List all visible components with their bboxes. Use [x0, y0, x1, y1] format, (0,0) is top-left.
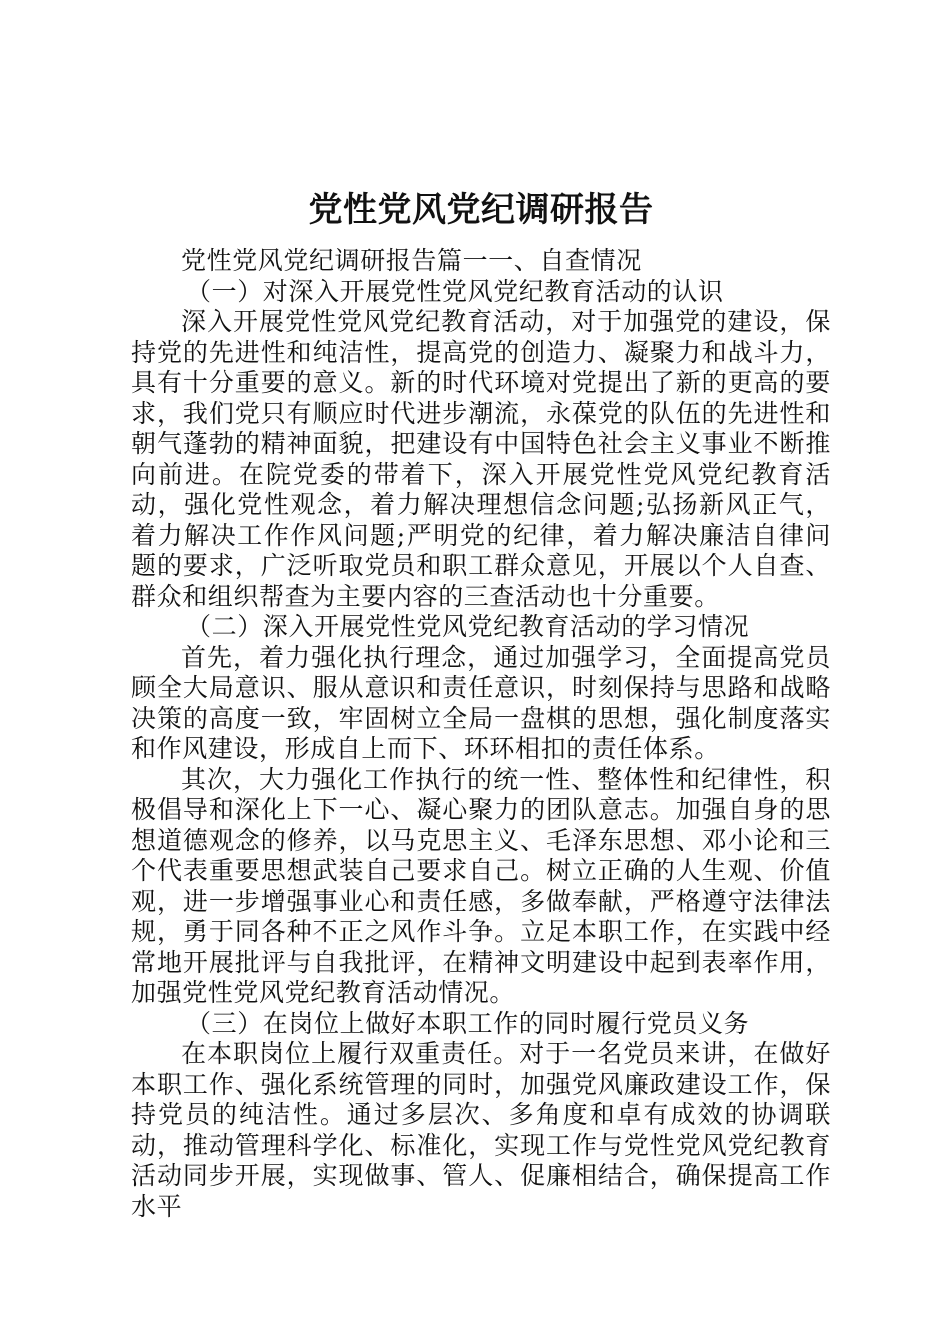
document-title: 党性党风党纪调研报告: [308, 190, 654, 230]
body-paragraph-1: 深入开展党性党风党纪教育活动，对于加强党的建设，保持党的先进性和纯洁性，提高党的创造力、凝聚力和战斗力，具有十分重要的意义。新的时代环境对党提出了新的更高的要求，我们党只有顺应时代进步潮流，永葆党的队伍的先进性和朝气蓬勃的精神面貌，把建设有中国特色社会主义事业不断推向前进。在院党委的带着下，深入开展党性党风党纪教育活动，强化党性观念，着力解决理想信念问题;弘扬新风正气，着力解决工作作风问题;严明党的纪律，着力解决廉洁自律问题的要求，广泛听取党员和职工群众意见，开展以个人自查、群众和组织帮查为主要内容的三查活动也十分重要。: [131, 307, 831, 611]
document-page: [131, 188, 831, 1222]
body-paragraph-3: 其次，大力强化工作执行的统一性、整体性和纪律性，积极倡导和深化上下一心、凝心聚力的团队意志。加强自身的思想道德观念的修养，以马克思主义、毛泽东思想、邓小论和三个代表重要思想武装自己要求自己。树立正确的人生观、价值观，进一步增强事业心和责任感，多做奉献，严格遵守法律法规，勇于同各种不正之风作斗争。立足本职工作，在实践中经常地开展批评与自我批评，在精神文明建设中起到表率作用，加强党性党风党纪教育活动情况。: [131, 764, 831, 1007]
body-paragraph-4: 在本职岗位上履行双重责任。对于一名党员来讲，在做好本职工作、强化系统管理的同时，加强党风廉政建设工作，保持党员的纯洁性。通过多层次、多角度和卓有成效的协调联动，推动管理科学化、标准化，实现工作与党性党风党纪教育活动同步开展，实现做事、管人、促廉相结合，确保提高工作水平: [131, 1039, 831, 1221]
body-paragraph-2: 首先，着力强化执行理念，通过加强学习，全面提高党员顾全大局意识、服从意识和责任意识，时刻保持与思路和战略决策的高度一致，牢固树立全局一盘棋的思想，强化制度落实和作风建设，形成自上而下、环环相扣的责任体系。: [131, 642, 831, 763]
section-heading-2: （二）深入开展党性党风党纪教育活动的学习情况: [186, 612, 750, 641]
intro-line: 党性党风党纪调研报告篇一一、自查情况: [181, 246, 642, 275]
section-heading-1: （一）对深入开展党性党风党纪教育活动的认识: [186, 276, 724, 306]
section-heading-3: （三）在岗位上做好本职工作的同时履行党员义务: [186, 1008, 750, 1038]
